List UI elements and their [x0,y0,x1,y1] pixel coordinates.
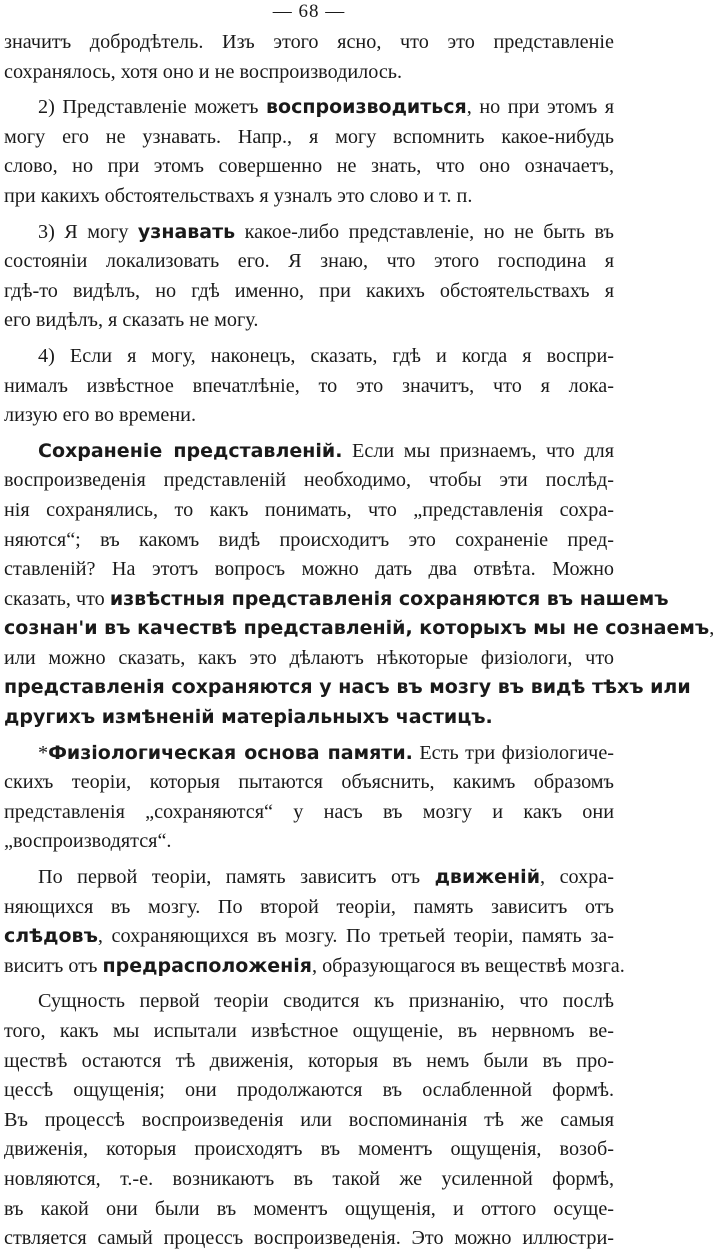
text-segment: нималъ извѣстное впечатлѣніе, то это значитъ, что я лока- [4,374,614,397]
text-line [4,437,614,467]
bold-text-segment: сознан'и въ качествѣ представленій, которыхъ мы не сознаемъ [4,617,710,640]
text-segment: сказать, что [4,587,110,610]
text-line [4,644,614,674]
text-segment: при какихъ обстоятельствахъ я узналъ это слово и т. п. [4,184,473,207]
text-line [4,306,614,336]
text-segment: нія сохранялись, то какъ понимать, что „представленія сохра- [4,498,614,521]
bold-text-segment: слѣдовъ [4,925,98,948]
text-line [4,952,625,982]
text-line [4,614,714,644]
text-segment: Если мы признаемъ, что для [342,439,614,462]
text-line [4,526,614,556]
text-segment: значитъ добродѣтель. Изъ этого ясно, что это представленіе [4,31,614,53]
text-segment: няются“; въ какомъ видѣ происходитъ это сохраненіе пред- [4,528,614,551]
text-segment: состояніи локализовать его. Я знаю, что этого господина я [4,250,614,273]
text-segment: * [38,741,49,764]
text-segment: того, какъ мы испытали извѣстное ощущеніе, въ нервномъ ве- [4,1020,614,1042]
text-segment: 4) Если я могу, наконецъ, сказать, гдѣ и когда я воспри- [38,344,614,367]
text-line [4,93,614,123]
text-line [4,1224,614,1254]
text-line [4,768,614,798]
text-segment: ставленій? На этотъ вопросъ можно дать два отвѣта. Можно [4,558,614,581]
text-line [4,863,614,893]
text-segment: ствляется самый процессъ воспроизведенія. Это можно иллюстри- [4,1227,614,1250]
text-segment: 3) Я могу [38,220,138,243]
text-line [4,342,614,372]
bold-text-segment: представленія сохраняются у насъ въ мозгу въ видѣ тѣхъ или [4,676,691,699]
text-segment: 2) Представленіе можетъ [38,96,267,119]
text-line [4,1135,614,1165]
text-segment: ществѣ остаются тѣ движенія, которыя въ немъ были въ про- [4,1049,614,1072]
text-segment: представленія „сохраняются“ у насъ въ мозгу и какъ они [4,800,614,823]
text-line [4,496,614,526]
text-segment: въ какой они были въ моментъ ощущенія, и оттого осуще- [4,1197,614,1220]
text-line [4,922,614,952]
text-line [4,585,669,615]
text-line [4,673,691,703]
bold-text-segment: извѣстныя представленія сохраняются въ нашемъ [109,587,669,610]
text-line [4,1106,614,1136]
text-segment: Сущность первой теоріи сводится къ признанію, что послѣ [38,990,614,1013]
text-line [4,555,614,585]
text-segment: могу его не узнавать. Напр., я могу вспомнить какое-нибудь [4,125,614,148]
text-line [4,1076,614,1106]
bold-text-segment: другихъ измѣненій матеріальныхъ частицъ. [4,706,493,729]
text-segment: няющихся въ мозгу. По второй теоріи, память зависитъ отъ [4,895,614,918]
text-segment: воспроизведенія представленій необходимо, чтобы эти послѣд- [4,469,614,492]
text-line [4,372,614,402]
text-segment: виситъ отъ [4,954,103,977]
bold-text-segment: предрасположенія [102,954,312,977]
text-line [4,1017,614,1047]
text-segment: , сохраняющихся въ мозгу. По третьей теоріи, память за- [97,925,614,948]
text-segment: Есть три физіологиче- [412,741,614,764]
text-segment: , но при этомъ я [466,96,614,119]
text-segment: , сохра- [540,866,614,889]
page-number: — 68 — [272,1,346,22]
text-line [4,739,614,769]
bold-text-segment: Сохраненіе представленій. [38,439,343,462]
text-body [4,28,714,1254]
text-segment: скихъ теоріи, которыя пытаются объяснить, какимъ образомъ [4,771,614,794]
text-line [4,247,614,277]
text-line [4,182,614,212]
bold-text-segment: узнавать [137,220,236,243]
text-line [4,1047,614,1077]
text-line [4,218,614,248]
text-segment: лизую его во времени. [4,404,197,427]
text-line [4,28,614,58]
text-segment: По первой теоріи, память зависитъ отъ [38,866,435,889]
text-segment: , [709,617,714,640]
text-segment: цессѣ ощущенія; они продолжаются въ ослабленной формѣ. [4,1079,614,1102]
text-line [4,798,614,828]
text-segment: Въ процессѣ воспроизведенія или воспоминанія тѣ же самыя [4,1108,614,1131]
text-segment: движенія, которыя происходятъ въ моментъ ощущенія, возоб- [4,1138,614,1161]
text-segment: или можно сказать, какъ это дѣлаютъ нѣкоторые физіологи, что [4,646,614,669]
text-line [4,123,614,153]
text-line [4,893,614,923]
text-segment: „воспроизводятся“. [4,830,172,853]
text-segment: какое-либо представленіе, но не быть въ [235,220,614,243]
text-line [4,58,614,88]
text-line [4,401,614,431]
text-line [4,277,614,307]
text-segment: гдѣ-то видѣлъ, но гдѣ именно, при какихъ обстоятельствахъ я [4,279,614,302]
text-line [4,1195,614,1225]
text-segment: , образующагося въ веществѣ мозга. [311,954,625,977]
bold-text-segment: Физіологическая основа памяти. [48,741,413,764]
text-line [4,987,614,1017]
text-segment: слово, но при этомъ совершенно не знать, что оно означаетъ, [4,155,614,178]
text-segment: новляются, т.-е. возникаютъ въ такой же усиленной формѣ, [4,1167,614,1190]
bold-text-segment: воспроизводиться [266,96,467,119]
text-line [4,1165,614,1195]
text-segment: сохранялось, хотя оно и не воспроизводилось. [4,60,403,83]
bold-text-segment: движеній [434,866,541,889]
text-line [4,703,614,733]
text-segment: его видѣлъ, я сказать не могу. [4,309,259,332]
text-line [4,152,614,182]
text-line [4,466,614,496]
text-line [4,827,614,857]
